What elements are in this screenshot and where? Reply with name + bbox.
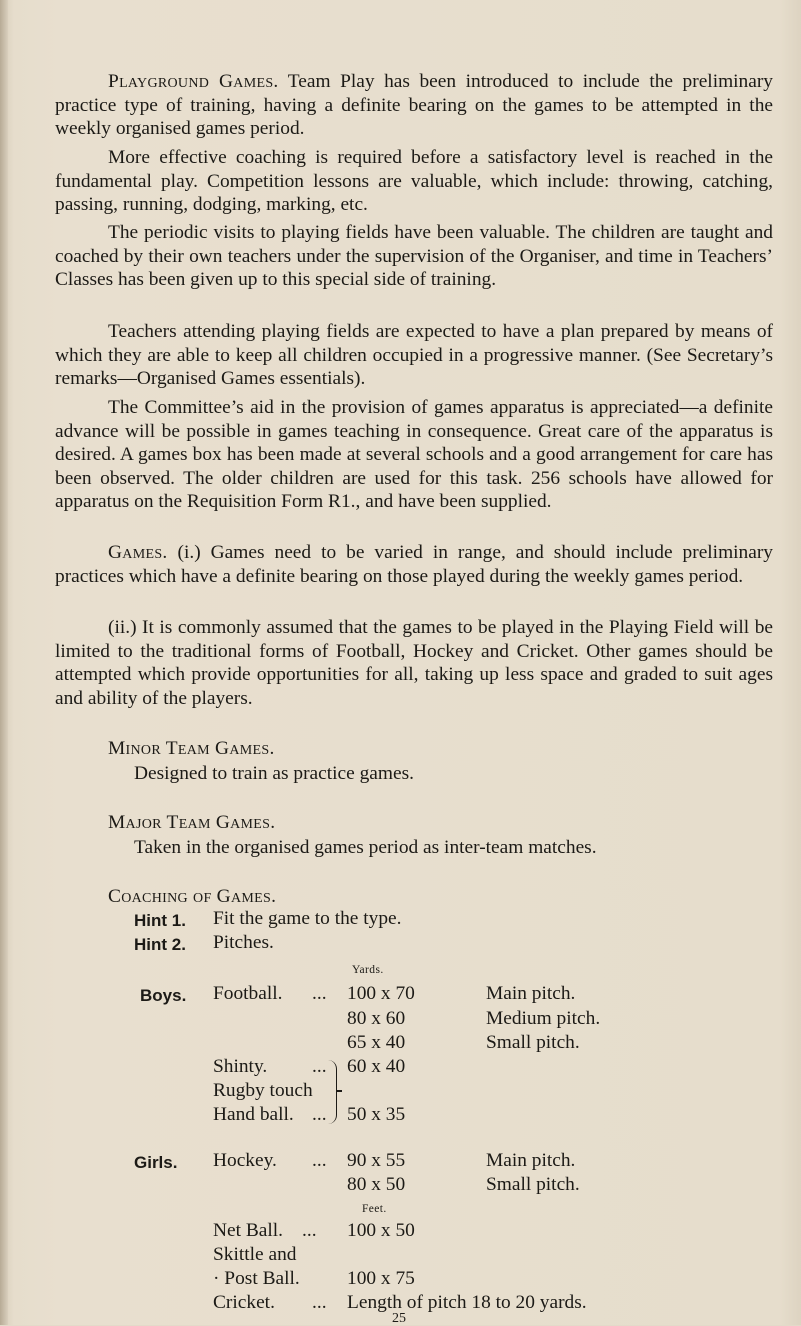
hockey-dots: ... <box>312 1150 327 1171</box>
hockey-label: Hockey. <box>213 1150 277 1171</box>
paragraph-playground-games <box>55 70 773 141</box>
football-size-medium: 80 x 60 <box>347 1008 406 1029</box>
skittle-label-line2: · Post Ball. <box>213 1268 300 1289</box>
paragraph-games-ii: (ii.) It is commonly assumed that the games to be played in the Playing Field will be limited to the traditional forms of Football, Hockey and Cricket. Other games should be attempted which provide opportunities for all, taking up less space and graded to suit ages and ability of the players. <box>55 617 773 709</box>
cricket-label: Cricket. <box>213 1292 275 1313</box>
football-size-small: 65 x 40 <box>347 1032 406 1053</box>
yards-unit-label: Yards. <box>352 964 384 976</box>
football-note-small: Small pitch. <box>486 1032 580 1053</box>
net-ball-size: 100 x 50 <box>347 1220 415 1241</box>
hint-1-text: Fit the game to the type. <box>213 908 402 929</box>
paragraph-games-i <box>55 541 773 588</box>
paragraph-playing-fields: The periodic visits to playing fields have been valuable. The children are taught and coached by their own teachers under the supervision of the Organiser, and time in Teachers’ Classes has been given up to this special side of training. <box>55 222 773 291</box>
heading-playground-games: Playground Games. <box>108 71 279 92</box>
football-note-main: Main pitch. <box>486 983 576 1004</box>
net-ball-label: Net Ball. <box>213 1220 284 1241</box>
skittle-size: 100 x 75 <box>347 1268 415 1289</box>
page-number: 25 <box>392 1311 406 1326</box>
heading-major-team-games: Major Team Games. <box>108 812 276 833</box>
shinty-group-size: 60 x 40 <box>347 1056 406 1077</box>
skittle-label-line1: Skittle and <box>213 1244 297 1265</box>
hockey-note-main: Main pitch. <box>486 1150 576 1171</box>
girls-label: Girls. <box>134 1153 178 1172</box>
shinty-dots: ... <box>312 1056 327 1077</box>
hand-ball-label: Hand ball. <box>213 1104 294 1125</box>
football-note-medium: Medium pitch. <box>486 1008 601 1029</box>
hint-2-text: Pitches. <box>213 932 274 953</box>
paragraph-text: (i.) Games need to be varied in range, and should include preliminary practices which have a definite bearing on those played during the weekly games period. <box>55 542 773 587</box>
feet-unit-label: Feet. <box>362 1203 387 1215</box>
heading-minor-team-games: Minor Team Games. <box>108 738 275 759</box>
hand-ball-dots: ... <box>312 1104 327 1125</box>
paragraph-teachers: Teachers attending playing fields are expected to have a plan prepared by means of which they are able to keep all children occupied in a progressive manner. (See Secretary’s remarks—Organised Games essentials). <box>55 321 773 390</box>
book-spine-shadow <box>0 0 8 1325</box>
hint-2-label: Hint 2. <box>134 935 186 954</box>
hand-ball-size: 50 x 35 <box>347 1104 406 1125</box>
boys-label: Boys. <box>140 986 187 1005</box>
heading-coaching-of-games: Coaching of Games. <box>108 886 277 907</box>
hockey-size-main: 90 x 55 <box>347 1150 406 1171</box>
grouping-brace <box>328 1060 337 1124</box>
cricket-note: Length of pitch 18 to 20 yards. <box>347 1292 587 1313</box>
paragraph-coaching: More effective coaching is required before a satisfactory level is reached in the fundamental play. Competition lessons are valuable, which include: throwing, catching, passing, running, dodging, marking, etc. <box>55 147 773 216</box>
football-label: Football. <box>213 983 283 1004</box>
minor-team-text: Designed to train as practice games. <box>134 763 414 784</box>
paragraph-text: Team Play has been introduced to include the preliminary practice type of training, having a definite bearing on the games to be attempted in the weekly organised games period. <box>55 71 774 140</box>
hint-1-label: Hint 1. <box>134 911 186 930</box>
hockey-note-small: Small pitch. <box>486 1174 580 1195</box>
net-ball-dots: ... <box>302 1220 317 1241</box>
football-size-main: 100 x 70 <box>347 983 415 1004</box>
shinty-label: Shinty. <box>213 1056 268 1077</box>
major-team-text: Taken in the organised games period as inter-team matches. <box>134 837 597 858</box>
football-dots: ... <box>312 983 327 1004</box>
heading-games: Games. <box>108 542 168 563</box>
paragraph-apparatus: The Committee’s aid in the provision of games apparatus is appreciated—a definite advance will be possible in games teaching in consequence. Great care of the apparatus is desired. A games box has been made at several schools and a good arrangement for care has been observed. The older children are used for this task. 256 schools have allowed for apparatus on the Requisition Form R1., and have been supplied. <box>55 397 773 513</box>
cricket-dots: ... <box>312 1292 327 1313</box>
hockey-size-small: 80 x 50 <box>347 1174 406 1195</box>
rugby-touch-label: Rugby touch <box>213 1080 313 1101</box>
